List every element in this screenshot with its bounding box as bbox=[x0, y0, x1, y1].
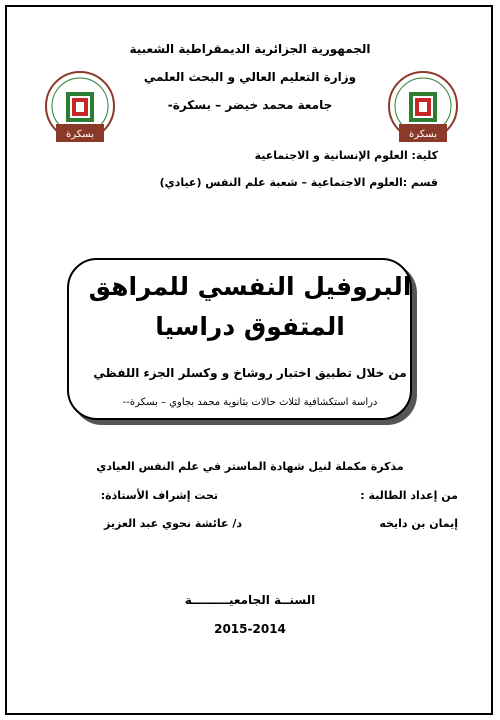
logo-left-text: بسكرة bbox=[66, 129, 94, 140]
student-name: إيمان بن دايخه bbox=[379, 517, 458, 530]
logo-right-text: بسكرة bbox=[409, 129, 437, 140]
republic-heading: الجمهورية الجزائرية الديمقراطية الشعبية bbox=[129, 42, 371, 56]
university-heading: جامعة محمد خيضر – بسكرة- bbox=[167, 98, 333, 112]
study-note: دراسة استكشافية لثلاث حالات بثانوية محمد بجاوي – بسكرة-- bbox=[122, 397, 378, 408]
title-line-2: المتفوق دراسيا bbox=[155, 312, 345, 341]
ministry-heading: وزارة التعليم العالي و البحث العلمي bbox=[143, 70, 357, 84]
academic-year-label: السنــة الجامعيـــــــــة bbox=[184, 593, 316, 607]
department-line: قسم :العلوم الاجتماعية – شعبة علم النفس (عيادي) bbox=[159, 176, 438, 189]
faculty-line: كلية: العلوم الإنسانية و الاجتماعية bbox=[254, 149, 438, 162]
academic-year-value: 2015-2014 bbox=[214, 622, 286, 636]
supervisor-label: تحت إشراف الأستاذة: bbox=[100, 489, 218, 502]
supervisor-name: د/ عائشة نحوي عبد العزيز bbox=[104, 517, 242, 530]
title-line-1: البروفيل النفسي للمراهق bbox=[88, 272, 412, 301]
student-label: من إعداد الطالبة : bbox=[360, 489, 458, 502]
subtitle: من خلال تطبيق اختبار روشاخ و وكسلر الجزء اللفظي bbox=[93, 366, 407, 380]
thesis-note: مذكرة مكملة لنيل شهادة الماستر في علم النفس العيادي bbox=[96, 460, 404, 473]
